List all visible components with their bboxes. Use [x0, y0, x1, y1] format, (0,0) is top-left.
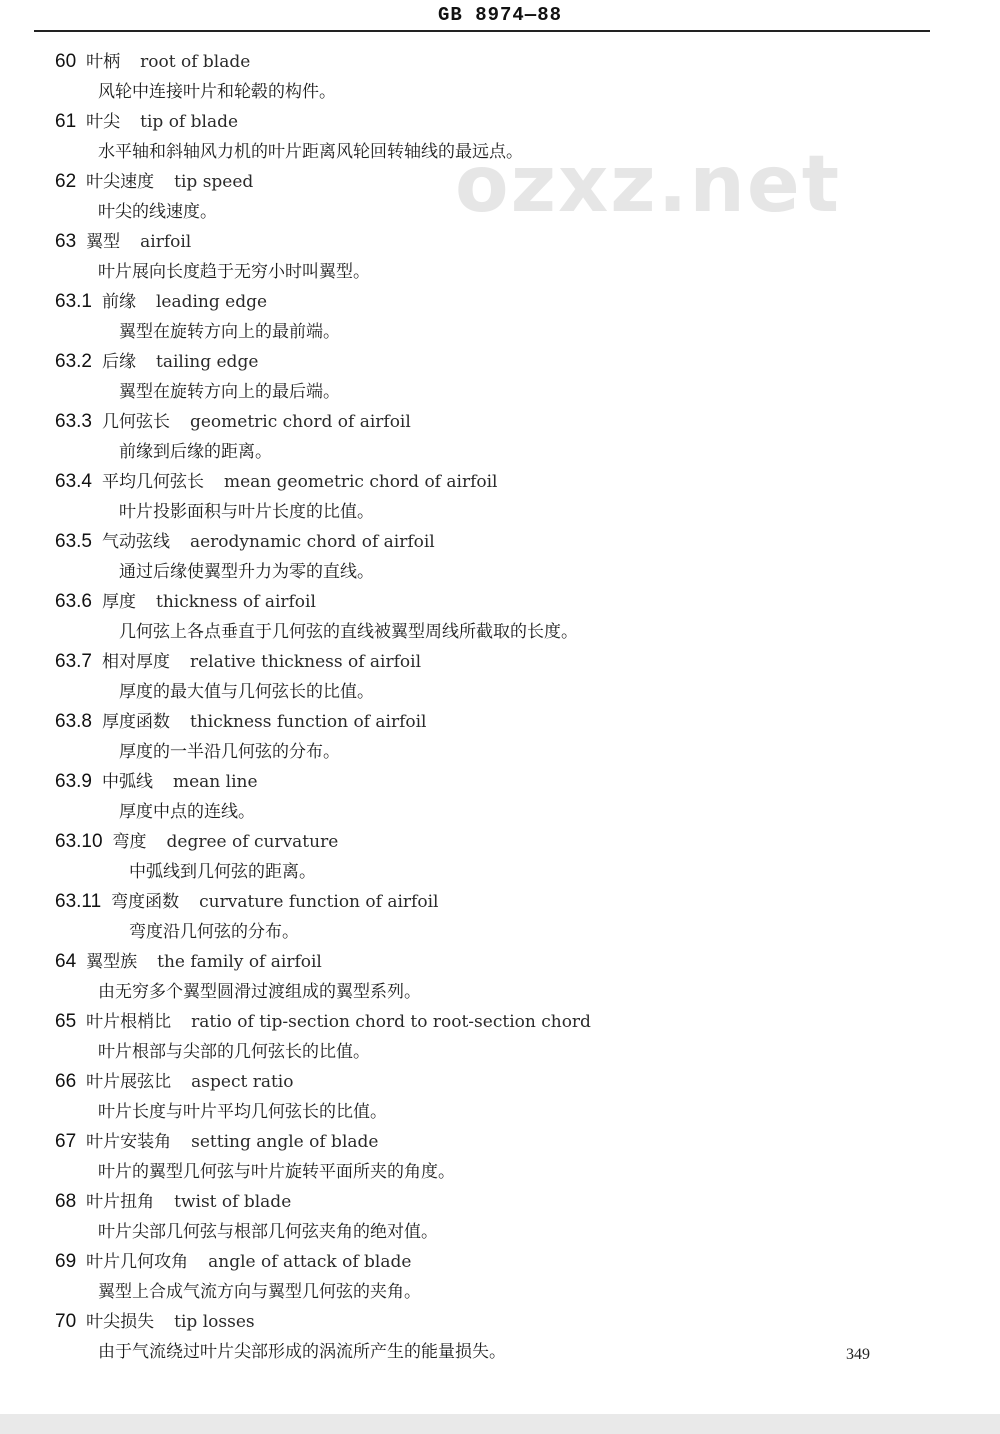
- term-chinese: 气动弦线: [101, 532, 170, 552]
- term-english: tip of blade: [140, 112, 239, 132]
- term-definition: 水平轴和斜轴风力机的叶片距离风轮回转轴线的最远点。: [98, 142, 523, 162]
- term-definition: 厚度的一半沿几何弦的分布。: [119, 742, 340, 762]
- term-entry: [55, 1127, 955, 1187]
- term-heading: [55, 227, 955, 257]
- term-chinese: 弯度函数: [111, 892, 180, 912]
- term-entry: [55, 1187, 955, 1247]
- term-number: 63.8: [55, 711, 92, 732]
- term-heading: [55, 1307, 955, 1337]
- term-number: 68: [55, 1191, 77, 1212]
- term-definition: 叶片尖部几何弦与根部几何弦夹角的绝对值。: [98, 1222, 438, 1242]
- term-chinese: 叶尖速度: [86, 172, 155, 192]
- term-number: 60: [55, 51, 77, 72]
- scan-bottom-bar: [0, 1414, 1000, 1434]
- term-english: setting angle of blade: [191, 1132, 379, 1152]
- term-chinese: 叶片展弦比: [86, 1072, 172, 1092]
- term-number: 70: [55, 1311, 77, 1332]
- term-entry: [55, 827, 955, 887]
- term-chinese: 前缘: [101, 292, 136, 312]
- term-english: mean geometric chord of airfoil: [223, 472, 498, 492]
- term-heading: [55, 767, 955, 797]
- term-heading: [55, 1187, 955, 1217]
- term-entry: [55, 647, 955, 707]
- term-heading: [55, 287, 955, 317]
- term-number: 63.10: [55, 831, 103, 852]
- term-definition: 翼型在旋转方向上的最前端。: [119, 322, 340, 342]
- term-entry: [55, 527, 955, 587]
- term-english: twist of blade: [174, 1192, 292, 1212]
- term-number: 63: [55, 231, 77, 252]
- term-english: airfoil: [140, 232, 192, 252]
- term-english: mean line: [172, 772, 258, 792]
- term-heading: [55, 587, 955, 617]
- term-entry: [55, 1067, 955, 1127]
- term-number: 64: [55, 951, 77, 972]
- term-chinese: 几何弦长: [101, 412, 170, 432]
- term-chinese: 叶片扭角: [86, 1192, 155, 1212]
- term-english: tailing edge: [155, 352, 259, 372]
- term-definition: 叶尖的线速度。: [98, 202, 217, 222]
- term-number: 67: [55, 1131, 77, 1152]
- term-entry: [55, 887, 955, 947]
- term-number: 63.1: [55, 291, 92, 312]
- term-number: 65: [55, 1011, 77, 1032]
- term-heading: [55, 347, 955, 377]
- term-heading: [55, 167, 955, 197]
- term-entry: [55, 1007, 955, 1067]
- term-number: 61: [55, 111, 77, 132]
- term-english: thickness function of airfoil: [189, 712, 427, 732]
- term-chinese: 厚度: [101, 592, 136, 612]
- term-english: relative thickness of airfoil: [189, 652, 422, 672]
- term-number: 63.6: [55, 591, 92, 612]
- term-english: degree of curvature: [166, 832, 339, 852]
- term-english: ratio of tip-section chord to root-section chord: [191, 1012, 591, 1032]
- term-english: thickness of airfoil: [155, 592, 316, 612]
- term-entry: [55, 767, 955, 827]
- term-english: tip losses: [174, 1312, 255, 1332]
- term-english: curvature function of airfoil: [199, 892, 439, 912]
- term-heading: [55, 827, 955, 857]
- term-entry: [55, 407, 955, 467]
- term-definition: 叶片根部与尖部的几何弦长的比值。: [98, 1042, 370, 1062]
- term-definition: 翼型上合成气流方向与翼型几何弦的夹角。: [98, 1282, 421, 1302]
- term-definition: 几何弦上各点垂直于几何弦的直线被翼型周线所截取的长度。: [119, 622, 578, 642]
- term-english: leading edge: [155, 292, 268, 312]
- term-chinese: 叶尖损失: [86, 1312, 155, 1332]
- term-chinese: 叶片根梢比: [86, 1012, 172, 1032]
- term-chinese: 叶尖: [86, 112, 121, 132]
- term-entry: [55, 107, 955, 167]
- term-heading: [55, 1067, 955, 1097]
- term-heading: [55, 947, 955, 977]
- term-chinese: 中弧线: [101, 772, 153, 792]
- term-definition: 叶片投影面积与叶片长度的比值。: [119, 502, 374, 522]
- term-definition: 叶片展向长度趋于无穷小时叫翼型。: [98, 262, 370, 282]
- term-heading: [55, 887, 955, 917]
- term-english: the family of airfoil: [157, 952, 322, 972]
- term-definition: 厚度中点的连线。: [119, 802, 255, 822]
- term-heading: [55, 1127, 955, 1157]
- term-definition: 叶片长度与叶片平均几何弦长的比值。: [98, 1102, 387, 1122]
- term-number: 63.5: [55, 531, 92, 552]
- term-chinese: 后缘: [101, 352, 136, 372]
- term-chinese: 平均几何弦长: [101, 472, 204, 492]
- term-english: aspect ratio: [191, 1072, 294, 1092]
- term-english: angle of attack of blade: [208, 1252, 412, 1272]
- term-english: aerodynamic chord of airfoil: [189, 532, 435, 552]
- term-definition: 由无穷多个翼型圆滑过渡组成的翼型系列。: [98, 982, 421, 1002]
- term-heading: [55, 527, 955, 557]
- term-number: 62: [55, 171, 77, 192]
- term-definition: 前缘到后缘的距离。: [119, 442, 272, 462]
- term-english: root of blade: [140, 52, 251, 72]
- term-heading: [55, 467, 955, 497]
- term-heading: [55, 647, 955, 677]
- header-rule: [34, 30, 930, 32]
- term-entry: [55, 947, 955, 1007]
- term-entry: [55, 347, 955, 407]
- term-entry: [55, 47, 955, 107]
- term-chinese: 弯度: [112, 832, 147, 852]
- term-entry: [55, 587, 955, 647]
- term-number: 63.2: [55, 351, 92, 372]
- term-definition: 叶片的翼型几何弦与叶片旋转平面所夹的角度。: [98, 1162, 455, 1182]
- term-number: 63.9: [55, 771, 92, 792]
- term-definition: 风轮中连接叶片和轮毂的构件。: [98, 82, 336, 102]
- term-heading: [55, 107, 955, 137]
- term-english: tip speed: [174, 172, 254, 192]
- term-english: geometric chord of airfoil: [189, 412, 411, 432]
- term-definition: 由于气流绕过叶片尖部形成的涡流所产生的能量损失。: [98, 1342, 506, 1362]
- term-chinese: 厚度函数: [101, 712, 170, 732]
- term-heading: [55, 407, 955, 437]
- term-chinese: 翼型: [86, 232, 121, 252]
- term-entry: [55, 227, 955, 287]
- term-chinese: 相对厚度: [101, 652, 170, 672]
- term-definition: 弯度沿几何弦的分布。: [129, 922, 299, 942]
- term-entry: [55, 467, 955, 527]
- term-number: 63.4: [55, 471, 92, 492]
- term-chinese: 叶柄: [86, 52, 121, 72]
- term-number: 63.11: [55, 891, 102, 912]
- watermark: ozxz.net: [455, 140, 842, 230]
- page-number: 349: [846, 1346, 870, 1363]
- term-heading: [55, 1007, 955, 1037]
- term-number: 63.7: [55, 651, 92, 672]
- term-list: [55, 47, 955, 1367]
- term-number: 69: [55, 1251, 77, 1272]
- term-entry: [55, 287, 955, 347]
- term-chinese: 叶片安装角: [86, 1132, 172, 1152]
- term-heading: [55, 47, 955, 77]
- term-chinese: 翼型族: [86, 952, 138, 972]
- term-number: 63.3: [55, 411, 92, 432]
- page-header-standard-code: GB 8974—88: [437, 4, 563, 26]
- term-entry: [55, 167, 955, 227]
- term-number: 66: [55, 1071, 77, 1092]
- term-heading: [55, 1247, 955, 1277]
- term-definition: 通过后缘使翼型升力为零的直线。: [119, 562, 374, 582]
- term-definition: 翼型在旋转方向上的最后端。: [119, 382, 340, 402]
- term-definition: 厚度的最大值与几何弦长的比值。: [119, 682, 374, 702]
- term-entry: [55, 1307, 955, 1367]
- term-entry: [55, 707, 955, 767]
- term-chinese: 叶片几何攻角: [86, 1252, 189, 1272]
- term-heading: [55, 707, 955, 737]
- term-entry: [55, 1247, 955, 1307]
- term-definition: 中弧线到几何弦的距离。: [129, 862, 316, 882]
